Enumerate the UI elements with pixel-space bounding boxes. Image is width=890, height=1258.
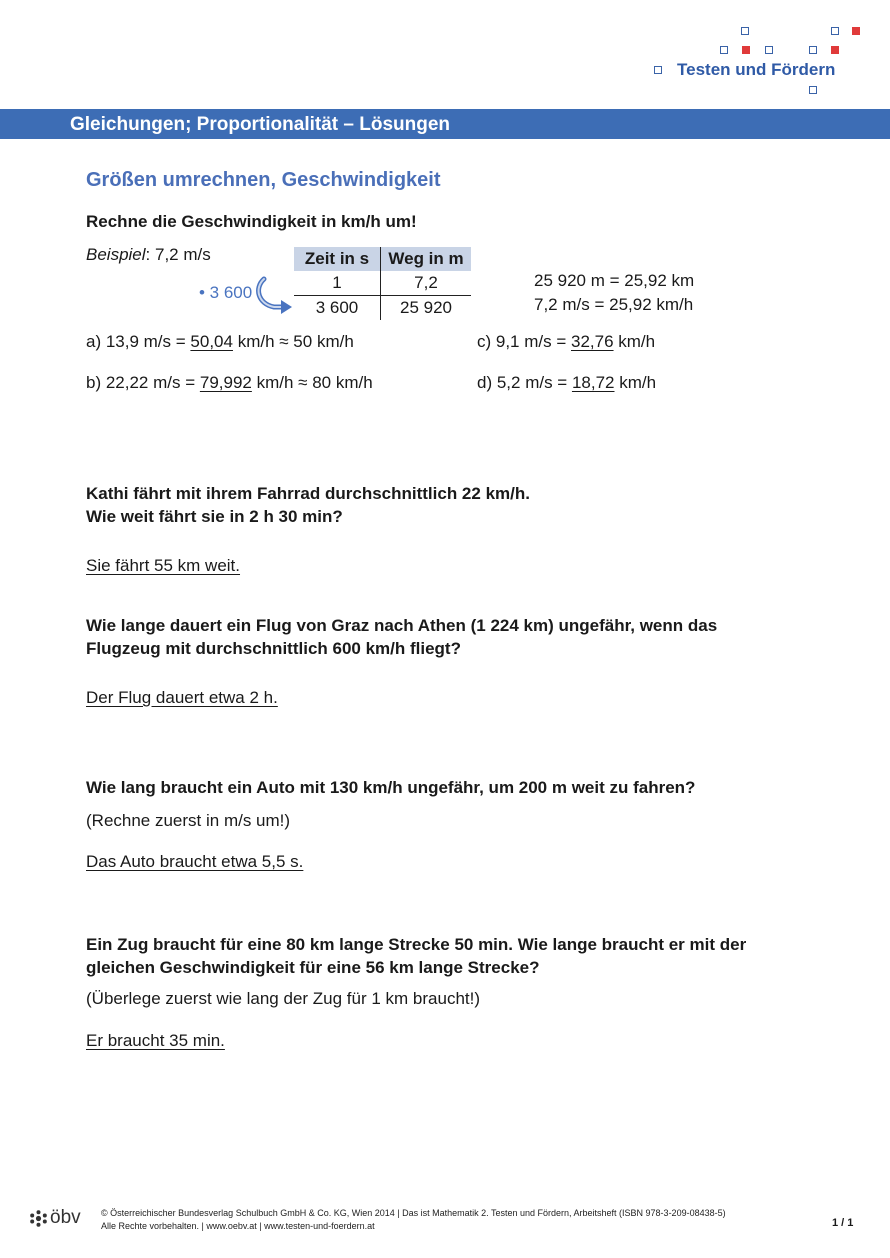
conversion-line: 7,2 m/s = 25,92 km/h	[534, 295, 694, 314]
publisher-logo-icon	[30, 1210, 47, 1227]
table-header-distance: Weg in m	[381, 247, 472, 271]
table-cell: 7,2	[381, 271, 472, 296]
page-title: Gleichungen; Proportionalität – Lösungen	[70, 114, 451, 135]
footer-links: Alle Rechte vorbehalten. | www.oebv.at | www.testen-und-foerdern.at	[101, 1221, 375, 1231]
task3-answer: Der Flug dauert etwa 2 h.	[86, 688, 278, 707]
page-number: 1 / 1	[832, 1217, 854, 1229]
table-cell: 25 920	[400, 298, 452, 317]
answer-d-value: 18,72	[571, 373, 615, 392]
task3-question-line: Wie lange dauert ein Flug von Graz nach Athen (1 224 km) ungefähr, wenn das	[86, 616, 718, 635]
task5-question-line: gleichen Geschwindigkeit für eine 56 km lange Strecke?	[86, 958, 540, 977]
task4-hint: (Rechne zuerst in m/s um!)	[86, 811, 291, 830]
answer-c: c) 9,1 m/s = 32,76 km/h	[477, 332, 656, 351]
task4-answer: Das Auto braucht etwa 5,5 s.	[86, 852, 304, 871]
footer-copyright: © Österreichischer Bundesverlag Schulbuch GmbH & Co. KG, Wien 2014 | Das ist Mathematik 2. Testen und Fördern, Arbeitsheft (ISBN 978-3-209-08438-5)	[101, 1208, 726, 1218]
table-cell: 1	[294, 271, 381, 296]
section-title: Größen umrechnen, Geschwindigkeit	[86, 169, 441, 191]
answer-a-value: 50,04	[190, 332, 233, 351]
task5-answer: Er braucht 35 min.	[86, 1031, 225, 1050]
task5-question-line: Ein Zug braucht für eine 80 km lange Strecke 50 min. Wie lange braucht er mit der	[86, 935, 747, 954]
conversion-line: 25 920 m = 25,92 km	[534, 271, 695, 290]
task4-question: Wie lang braucht ein Auto mit 130 km/h ungefähr, um 200 m weit zu fahren?	[86, 778, 696, 797]
answer-a: a) 13,9 m/s = 50,04 km/h ≈ 50 km/h	[86, 332, 354, 351]
table-header-time: Zeit in s	[294, 247, 381, 271]
example-value: : 7,2 m/s	[145, 245, 211, 264]
table-cell: 3 600	[294, 296, 381, 321]
task1-question: Rechne die Geschwindigkeit in km/h um!	[86, 212, 417, 231]
curved-arrow-icon	[256, 276, 296, 316]
proportion-table	[294, 247, 471, 320]
brand-name: Testen und Fördern	[677, 60, 836, 79]
answer-b-value: 79,992	[199, 373, 252, 392]
task2-question-line: Kathi fährt mit ihrem Fahrrad durchschnittlich 22 km/h.	[86, 484, 530, 503]
task3-question-line: Flugzeug mit durchschnittlich 600 km/h fliegt?	[86, 639, 461, 658]
answer-d: d) 5,2 m/s = 18,72 km/h	[477, 373, 657, 392]
task5-hint: (Überlege zuerst wie lang der Zug für 1 km braucht!)	[86, 989, 481, 1008]
multiplier-label: • 3 600	[199, 283, 253, 302]
answer-b: b) 22,22 m/s = 79,992 km/h ≈ 80 km/h	[86, 373, 373, 392]
example-label: Beispiel	[86, 245, 146, 264]
example-line	[86, 245, 211, 265]
task2-question-line: Wie weit fährt sie in 2 h 30 min?	[86, 507, 343, 526]
answer-c-value: 32,76	[571, 332, 614, 351]
task2-answer: Sie fährt 55 km weit.	[86, 556, 241, 575]
publisher-logo-text: öbv	[50, 1207, 81, 1228]
